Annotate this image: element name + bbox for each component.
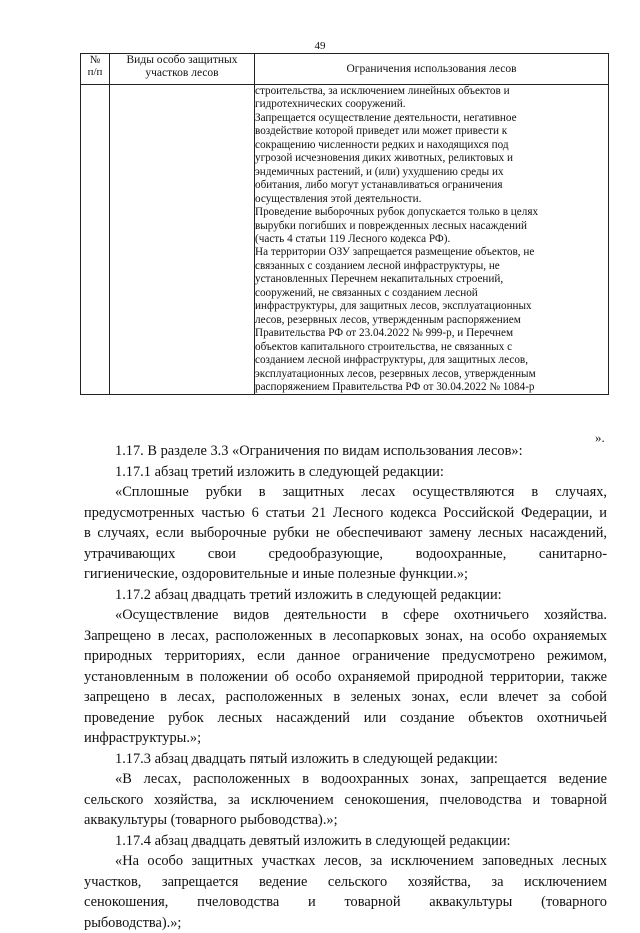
text-line: запрещено в лесах, расположенных в зеленых зонах, если влечет за собой: [84, 687, 607, 708]
restriction-line: сокращению численности редких и находящихся под: [255, 139, 608, 152]
text-line: Запрещено в лесах, расположенных в лесопарковых зонах, на особо охраняемых: [84, 626, 607, 647]
restriction-line: связанных с созданием лесной инфраструктуры, не: [255, 260, 608, 273]
cell-forest-type: [110, 85, 255, 395]
text-line: рыбоводства).»;: [84, 913, 607, 933]
restriction-line: Проведение выборочных рубок допускается только в целях: [255, 206, 608, 219]
restriction-line: угрозой исчезновения диких животных, реликтовых и: [255, 152, 608, 165]
restriction-line: воздействие которой приведет или может привести к: [255, 125, 608, 138]
restriction-line: (часть 4 статьи 119 Лесного кодекса РФ).: [255, 233, 608, 246]
text-line: сенокошения, пчеловодства и товарной аквакультуры (товарного: [84, 892, 607, 913]
page-number: 49: [0, 40, 640, 52]
cell-restrictions: [255, 85, 609, 395]
restriction-line: обитания, либо могут устанавливаться ограничения: [255, 179, 608, 192]
table-row: [81, 85, 609, 395]
restriction-line: вырубки погибших и поврежденных лесных насаждений: [255, 220, 608, 233]
restriction-line: инфраструктуры, для защитных лесов, эксплуатационных: [255, 300, 608, 313]
text-line: «Осуществление видов деятельности в сфере охотничьего хозяйства.: [84, 605, 607, 626]
text-line: в случаях, если выборочные рубки не обеспечивают замену лесных насаждений,: [84, 523, 607, 544]
text-line: инфраструктуры.»;: [84, 728, 607, 749]
cell-number: [81, 85, 110, 395]
text-line: «На особо защитных участках лесов, за исключением заповедных лесных: [84, 851, 607, 872]
restriction-line: объектов капитального строительства, не связанных с: [255, 341, 608, 354]
amendment-text: [84, 441, 607, 933]
text-line: «Сплошные рубки в защитных лесах осуществляются в случаях,: [84, 482, 607, 503]
text-line: аквакультуры (товарного рыбоводства).»;: [84, 810, 607, 831]
restrictions-table: [80, 53, 609, 395]
restriction-line: установленных Перечнем некапитальных строений,: [255, 273, 608, 286]
header-forest-type: [110, 54, 255, 85]
restriction-line: распоряжением Правительства РФ от 30.04.2022 № 1084-р: [255, 381, 608, 394]
text-line: 1.17.4 абзац двадцать девятый изложить в следующей редакции:: [84, 831, 607, 852]
table-header-row: [81, 54, 609, 85]
restriction-line: сооружений, не связанных с созданием лесной: [255, 287, 608, 300]
text-line: 1.17.1 абзац третий изложить в следующей редакции:: [84, 462, 607, 483]
text-line: «В лесах, расположенных в водоохранных зонах, запрещается ведение: [84, 769, 607, 790]
header-type-line: участков лесов: [110, 67, 254, 80]
text-line: утрачивающих свои средообразующие, водоохранные, санитарно-: [84, 544, 607, 565]
text-line: участков, запрещается ведение сельского хозяйства, за исключением: [84, 872, 607, 893]
header-restrictions: Ограничения использования лесов: [255, 54, 609, 85]
restriction-line: лесов, резервных лесов, утвержденным распоряжением: [255, 314, 608, 327]
restriction-line: строительства, за исключением линейных объектов и: [255, 85, 608, 98]
header-type-line: Виды особо защитных: [110, 54, 254, 67]
text-line: природных территориях, если данное ограничение предусмотрено режимом,: [84, 646, 607, 667]
text-line: сельского хозяйства, за исключением сенокошения, пчеловодства и товарной: [84, 790, 607, 811]
text-line: 1.17.2 абзац двадцать третий изложить в следующей редакции:: [84, 585, 607, 606]
text-line: установленным в положении об особо охраняемой природной территории, также: [84, 667, 607, 688]
text-line: 1.17.3 абзац двадцать пятый изложить в следующей редакции:: [84, 749, 607, 770]
restriction-line: созданием лесной инфраструктуры, для защитных лесов,: [255, 354, 608, 367]
restriction-line: осуществления этой деятельности.: [255, 193, 608, 206]
restriction-line: Запрещается осуществление деятельности, негативное: [255, 112, 608, 125]
text-line: гигиенические, оздоровительные и иные полезные функции.»;: [84, 564, 607, 585]
text-line: 1.17. В разделе 3.3 «Ограничения по видам использования лесов»:: [84, 441, 607, 462]
table-closing-mark: ».: [595, 430, 605, 446]
restriction-line: Правительства РФ от 23.04.2022 № 999-р, и Перечнем: [255, 327, 608, 340]
restriction-line: гидротехнических сооружений.: [255, 98, 608, 111]
text-line: проведение рубок лесных насаждений или создание объектов охотничьей: [84, 708, 607, 729]
header-number: [81, 54, 110, 85]
restriction-line: эксплуатационных лесов, резервных лесов, утвержденным: [255, 368, 608, 381]
restriction-line: эндемичных растений, и (или) ухудшению среды их: [255, 166, 608, 179]
restriction-line: На территории ОЗУ запрещается размещение объектов, не: [255, 246, 608, 259]
header-number-line: п/п: [81, 66, 109, 78]
header-number-line: №: [81, 54, 109, 66]
text-line: предусмотренных частью 6 статьи 21 Лесного кодекса Российской Федерации, и: [84, 503, 607, 524]
